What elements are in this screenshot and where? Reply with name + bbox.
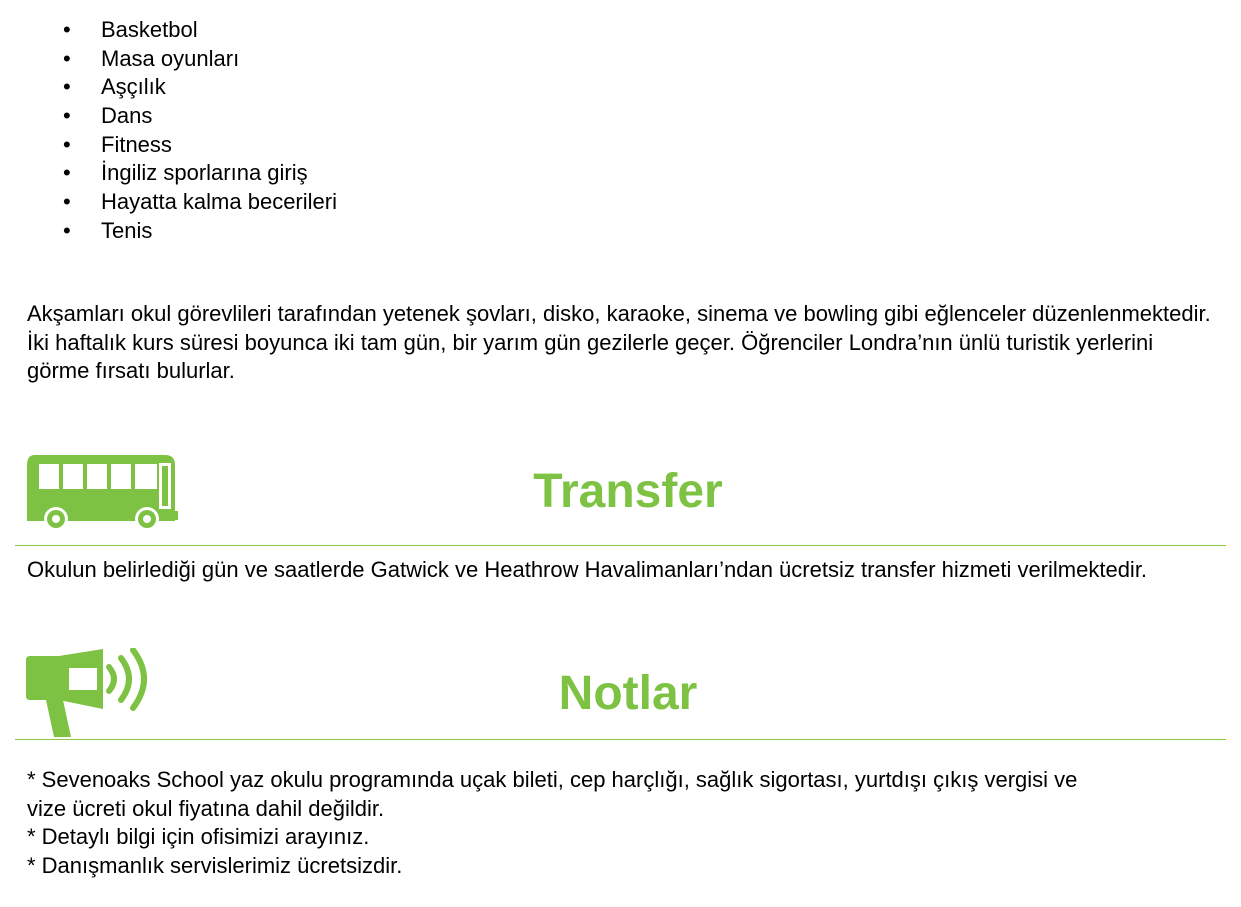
bullet-icon: • [63,17,71,42]
bullet-icon: • [63,160,71,186]
bullet-icon: • [63,74,71,100]
notes-list [27,766,1215,881]
notes-heading: Notlar [558,667,698,720]
list-item: • Basketbol [0,16,337,45]
transfer-heading: Transfer [533,465,723,518]
list-item: • Dans [0,102,337,131]
list-item: • Masa oyunları [0,45,337,74]
bullet-icon: • [63,189,71,215]
note-line: vize ücreti okul fiyatına dahil değildir. [27,795,385,821]
bullet-icon: • [63,131,71,157]
bullet-icon: • [63,45,71,71]
list-item: • Aşçılık [0,73,337,102]
divider [15,739,1226,740]
list-item: • Hayatta kalma becerileri [0,188,337,217]
activity-list [0,16,337,246]
note-line: * Detaylı bilgi için ofisimizi arayınız. [27,824,370,850]
bullet-icon: • [63,103,71,129]
list-item: • Fitness [0,131,337,160]
note-line: * Sevenoaks School yaz okulu programında uçak bileti, cep harçlığı, sağlık sigortası, yurtdışı çıkış vergisi ve [27,767,1078,792]
list-item: • Tenis [0,217,337,246]
transfer-paragraph: Okulun belirlediği gün ve saatlerde Gatwick ve Heathrow Havalimanları’ndan ücretsiz transfer hizmeti verilmektedir. [27,557,1148,582]
list-item: • İngiliz sporlarına giriş [0,159,337,188]
bullet-icon: • [63,217,71,243]
divider [15,545,1226,546]
evenings-paragraph: Akşamları okul görevlileri tarafından yetenek şovları, disko, karaoke, sinema ve bowling gibi eğlenceler düzenlenmektedir. İki haftalık kurs süresi boyunca iki tam gün, bir yarım gün gezilerle geçer. Öğrenciler Londra’nın ünlü turistik yerlerini görme fırsatı bulurlar. [27,301,1211,384]
note-line: * Danışmanlık servislerimiz ücretsizdir. [27,853,403,879]
